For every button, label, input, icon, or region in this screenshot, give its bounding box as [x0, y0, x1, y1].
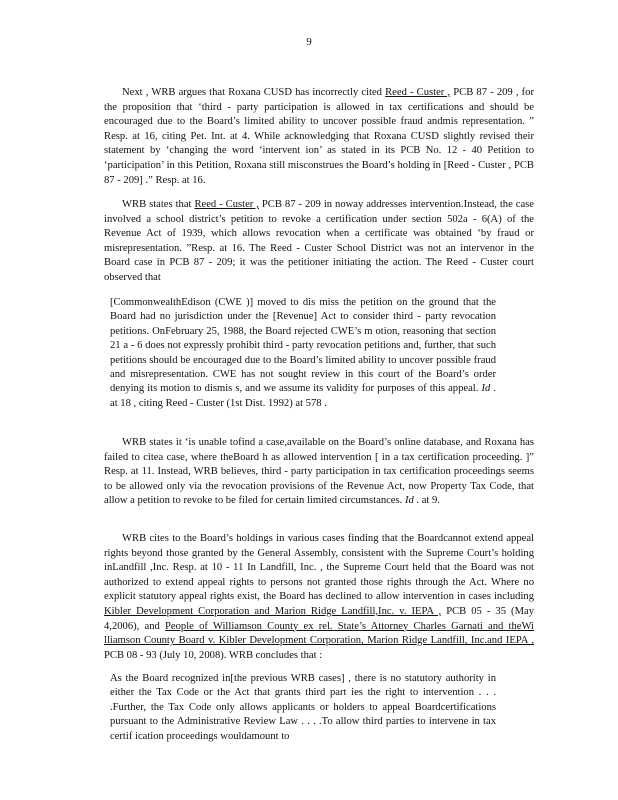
- page-number: 9: [306, 36, 312, 48]
- paragraph-3-text-a: WRB states it ‘is unable tofind a case,available on the Board’s online database, and Roxana has failed to citea case, where theBoard h as allowed intervention [ in a tax certification proceeding. ]” Resp. at 11. Instead, WRB believes, third - party participation in tax certification proceedings seems to be allowed only via the revocation provisions of the Revenue Act, now Property Tax Code, that allow a petition to revoke to be filed for certain limited circumstances.: [104, 437, 534, 507]
- id-citation: Id: [481, 383, 491, 395]
- paragraph-4-text-c: PCB 08 - 93 (July 10, 2008). WRB concludes that :: [104, 649, 323, 661]
- paragraph-1-text-a: Next , WRB argues that Roxana CUSD has incorrectly cited: [122, 87, 386, 98]
- citation-people-williamson: People of Williamson County ex rel. State’s Attorney Charles Garnati and theWi lliamson County Board v. Kibler Development Corporation, Marion Ridge Landfill, Inc.and IEPA ,: [104, 620, 535, 647]
- block-quote-2: As the Board recognized in[the previous WRB cases] , there is no statutory authority in either the Tax Code or the Act that grants third part ies the right to intervention . . . .Further, the Tax Code only allows applicants or holders to appeal Boardcertifications pursuant to the Administrative Review Law . . . .To allow third parties to intervene in tax certif ication proceedings wouldamount to: [110, 673, 496, 742]
- block-quote-1: [110, 296, 496, 411]
- paragraph-3-text-b: . at 9.: [413, 495, 440, 507]
- paragraph-4-text-a: WRB cites to the Board’s holdings in various cases finding that the Boardcannot extend appeal rights beyond those granted by the General Assembly, consistent with the Supreme Court’s holding inLandfill ,Inc. Resp. at 10 - 11 In Landfill, Inc. , the Supreme Court held that the Board was not authorized to extend appeal rights to persons not granted those rights through the Act. Where no explicit statutory appeal rights exist, the Board has declined to allow intervention in cases including: [104, 533, 534, 603]
- paragraph-1-text-b: PCB 87 - 209 , for the proposition that ‘third - party participation is allowed in tax certifications and should be encouraged due to the Board’s limited ability to uncover possible fraud andmis representation. ” Resp. at 16, citing Pet. Int. at 4. While acknowledging that Roxana CUSD slightly revised their statement by ‘changing the word ‘intervent ion’ as stated in its PCB No. 12 - 40 Petition to ‘participation’ in this Petition, Roxana still misconstrues the Board’s holding in [Reed - Custer , PCB 87 - 209] .” Resp. at 16.: [104, 87, 534, 186]
- paragraph-1: [104, 86, 534, 188]
- citation-reed-custer: Reed - Custer ,: [385, 87, 451, 98]
- citation-reed-custer: Reed - Custer ,: [194, 199, 259, 210]
- paragraph-4-text-b: PCB 05 - 35 (May 4,2006), and: [104, 605, 534, 632]
- paragraph-3: [104, 436, 534, 509]
- paragraph-4: [104, 532, 534, 663]
- paragraph-2-text-b: PCB 87 - 209 in noway addresses intervention.Instead, the case involved a school district’s petition to revoke a certification under section 502a - 6(A) of the Revenue Act of 1939, which allows revocation when a certificate was obtained ‘by fraud or misrepresentation. ”Resp. at 16. The Reed - Custer School District was not an intervenor in the Board case in PCB 87 - 209; it was the petitioner initiating the action. The Reed - Custer court observed that: [104, 199, 534, 283]
- id-citation: Id: [404, 495, 414, 507]
- citation-kibler: Kibler Development Corporation and Marion Ridge Landfill,Inc. v. IEPA ,: [104, 605, 442, 617]
- paragraph-2: [104, 198, 534, 286]
- block-quote-1-text-b: . at 18 , citing Reed - Custer (1st Dist. 1992) at 578 .: [110, 383, 497, 409]
- paragraph-2-text-a: WRB states that: [122, 199, 195, 210]
- block-quote-1-text-a: [CommonwealthEdison (CWE )] moved to dis miss the petition on the ground that the Board had no jurisdiction under the [Revenue] Act to consider third - party revocation petitions. OnFebruary 25, 1988, the Board rejected CWE’s m otion, reasoning that section 21 a - 6 does not expressly prohibit third - party revocation petitions and, further, that such petitions should be encouraged due to the Board’s limited ability to uncover possible fraud and misrepresentation. CWE has not sought review in this court of the Board’s order denying its motion to dismis s, and we assume its validity for purposes of this appeal.: [110, 297, 496, 395]
